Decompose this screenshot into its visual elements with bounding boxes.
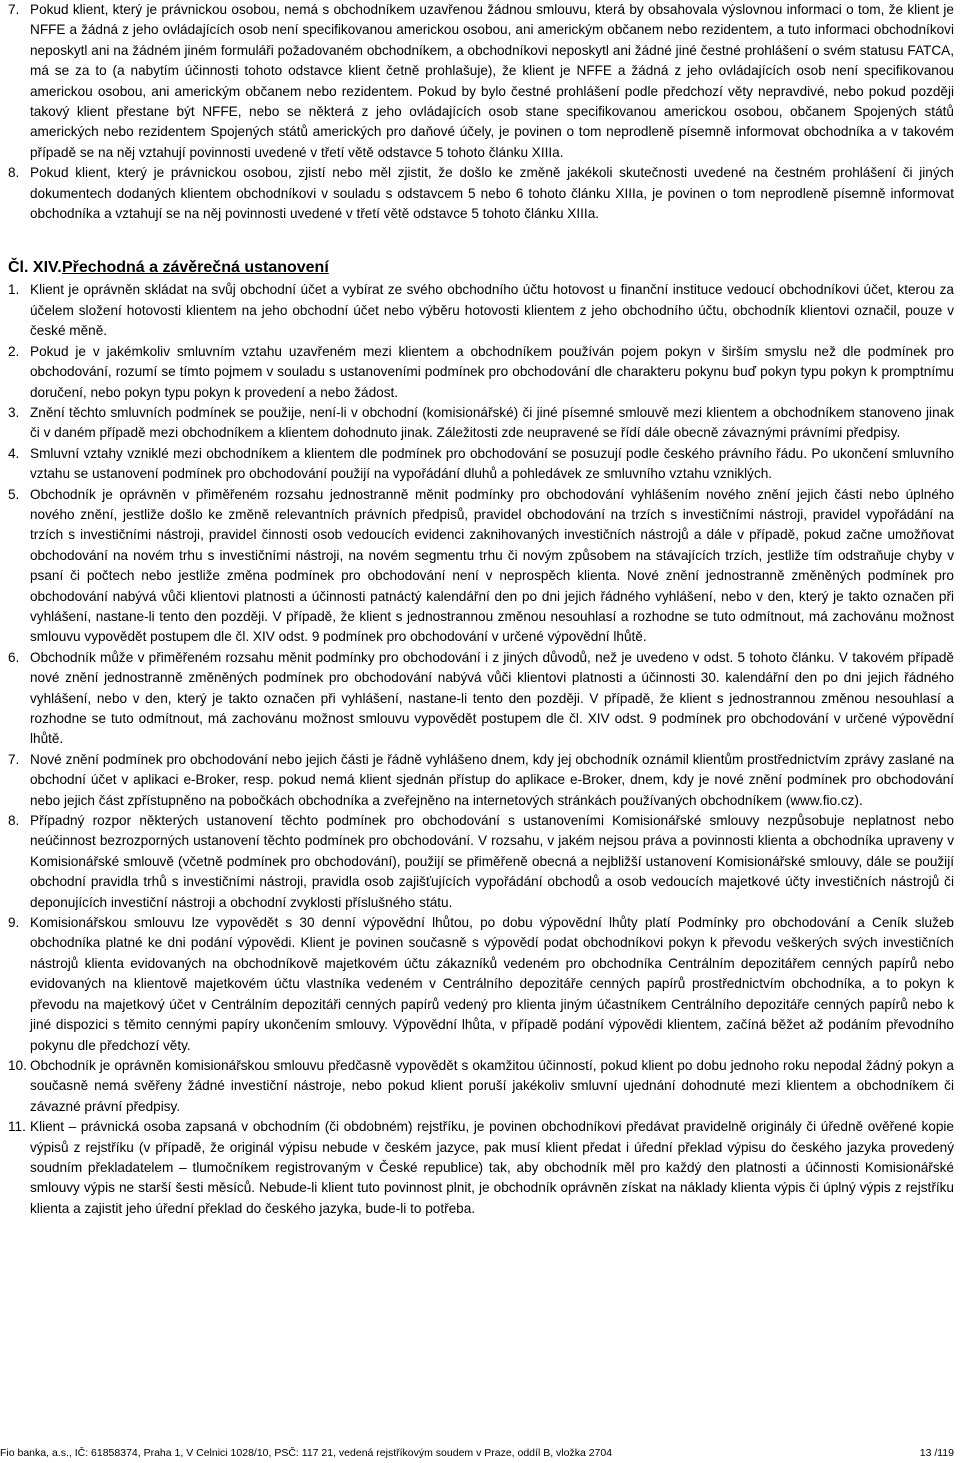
- list-item: [8, 444, 954, 485]
- section-list: [8, 280, 954, 1219]
- item-number: 7.: [8, 751, 20, 767]
- page-number: 13 /119: [919, 1447, 954, 1459]
- list-item: [8, 485, 954, 648]
- section-title: Přechodná a závěrečná ustanovení: [62, 259, 329, 277]
- item-text: Pokud klient, který je právnickou osobou, zjistí nebo měl zjistit, že došlo ke změně jakékoli skutečnosti uvedené na čestném prohlášení či jiných dokumentech dodaných klientem obchodníkovi v souladu s odstavcem 5 nebo 6 tohoto článku XIIIa, je povinen o tom neprodleně písemně informovat obchodníka a vztahují se na něj povinnosti uvedené v třetí větě odstavce 5 tohoto článku XIIIa.: [30, 165, 954, 222]
- list-item: [8, 913, 954, 1056]
- item-number: 1.: [8, 282, 20, 298]
- item-text: Komisionářskou smlouvu lze vypovědět s 30 denní výpovědní lhůtou, po dobu výpovědní lhůty platí Podmínky pro obchodování a Ceník služeb obchodníka platné ke dni podání výpovědi. Klient je povinen současně s výpovědí podat obchodníkovi pokyn k převodu veškerých svých investičních nástrojů klienta evidovaných na obchodníkově majetkovém účtu zákazníků vedeném pro obchodníka Centrálním depozitářem cenných papírů nebo evidovaných na klientově majetkovém účtu vlastníka vedeném v Centrálního depozitáře cenných papírů prostřednictvím obchodníka, a to pokyn k převodu na majetkový účet v Centrálním depozitáři cenných papírů vedený pro klienta jiným účastníkem Centrálního depozitáře cenných papírů nebo k jiné dispozici s těmito cennými papíry ukončením smlouvy. Výpovědní lhůta, v případě podání výpovědi klientem, začíná běžet až podáním převodního pokynu dle předchozí věty.: [30, 915, 954, 1053]
- document-page: [8, 0, 954, 1219]
- item-number: 2.: [8, 343, 20, 359]
- item-text: Obchodník je oprávněn komisionářskou smlouvu předčasně vypovědět s okamžitou účinností, pokud klient po dobu jednoho roku nepodal žádný pokyn a současně nemá svěřeny žádné investiční nástroje, nebo pokud klient poruší jakékoliv smluvní ujednání dohodnuté mezi klientem a obchodníkem či závazné právní předpisy.: [30, 1057, 954, 1114]
- item-number: 4.: [8, 445, 20, 461]
- item-text: Pokud klient, který je právnickou osobou, nemá s obchodníkem uzavřenou žádnou smlouvu, která by obsahovala výslovnou informaci o tom, že klient je NFFE a žádná z jeho ovládajících osob není specifikovanou americkou osobou, ani americkým občanem nebo rezidentem, a tuto informaci obchodníkovi neposkytl ani na žádném jiném formuláři požadovaném obchodníkem, a obchodníkovi neposkytl ani žádné jiné čestné prohlášení o svém statusu FATCA, má se za to (a nabytím účinnosti tohoto odstavce klient četně prohlašuje), že klient je NFFE a žádná z jeho ovládajících osob není specifikovanou americkou osobou, ani americkým občanem nebo rezidentem. Pokud by bylo čestné prohlášení podle předchozí věty nepravdivé, nebo pokud později takový klient přestane být NFFE, nebo se některá z jeho ovládajících osob stane specifikovanou americkou osobou, občanem Spojených států amerických nebo rezidentem Spojených států amerických pro daňové účely, je povinen o tom neprodleně písemně informovat obchodníka a v takovém případě se na něj vztahují povinnosti uvedené v třetí větě odstavce 5 tohoto článku XIIIa.: [30, 2, 954, 160]
- item-number: 5.: [8, 486, 20, 502]
- page-footer: [0, 1446, 960, 1463]
- item-number: 8.: [8, 813, 20, 829]
- item-number: 3.: [8, 404, 20, 420]
- list-item: [8, 0, 954, 163]
- list-item: [8, 1117, 954, 1219]
- pre-section-list: [8, 0, 954, 224]
- footer-company-info: Fio banka, a.s., IČ: 61858374, Praha 1, V Celnici 1028/10, PSČ: 117 21, vedená rejstříkovým soudem v Praze, oddíl B, vložka 2704: [0, 1447, 613, 1459]
- item-number: 6.: [8, 649, 20, 665]
- item-text: Klient – právnická osoba zapsaná v obchodním (či obdobném) rejstříku, je povinen obchodníkovi předávat pravidelně originály či úředně ověřené kopie výpisů z rejstříku (v případě, že originál výpisu nebude v českém jazyce, pak musí klient předat i úřední překlad výpisu do českého jazyka provedený soudním překladatelem – tlumočníkem registrovaným v České republice) tak, aby obchodník měl pro každý den platnosti a účinnosti Komisionářské smlouvy výpis ne starší šesti měsíců. Nebude-li klient tuto povinnost plnit, je obchodník oprávněn získat na náklady klienta výpis či úplný výpis z rejstříku klienta a zajistit jeho úřední překlad do českého jazyka, bude-li to potřeba.: [30, 1119, 954, 1216]
- item-number: 8.: [8, 165, 20, 181]
- item-number: 10.: [8, 1057, 27, 1073]
- list-item: [8, 403, 954, 444]
- item-text: Obchodník může v přiměřeném rozsahu měnit podmínky pro obchodování i z jiných důvodů, než je uvedeno v odst. 5 tohoto článku. V takovém případě nové znění jednostranně změněných podmínek pro obchodování nabývá vůči klientovi platnosti a účinnosti 30. kalendářní den po dni jejich řádného vyhlášení, nebo v den, který je takto označen při vyhlášení, nastane-li tento den později. V případě, že klient s jednostrannou změnou nesouhlasí a rozhodne se tuto odmítnout, má zachovánu možnost smlouvu vypovědět postupem dle čl. XIV odst. 9 podmínek pro obchodování v určené výpovědní lhůtě.: [30, 649, 954, 747]
- item-text: Smluvní vztahy vzniklé mezi obchodníkem a klientem dle podmínek pro obchodování se posuzují podle českého právního řádu. Po ukončení smluvního vztahu se ustanovení podmínek pro obchodování použijí na vypořádání dluhů a pohledávek ze smluvního vztahu vzniklých.: [30, 445, 954, 482]
- item-text: Obchodník je oprávněn v přiměřeném rozsahu jednostranně měnit podmínky pro obchodování vyhlášením nového znění jejich části nebo úplného nového znění, jestliže došlo ke změně relevantních právních předpisů, pravidel obchodování na trzích s investičními nástroji, pravidel vypořádání na trzích s investičními nástroji, pravidel činnosti osob vedoucích evidenci zaknihovaných investičních nástrojů a dále v případě, pokud začne umožňovat obchodování na novém trhu s investičními nástroji, na novém segmentu trhu či novým způsobem na stávajících trzích, jestliže tím odstraňuje chyby v psaní či počtech nebo jestliže změna podmínek pro obchodování není v neprospěch klienta. Nové znění jednostranně změněných podmínek pro obchodování nabývá vůči klientovi platnosti a účinnosti patnáctý kalendářní den po dni jejich řádného vyhlášení, nebo v den, který je takto označen při vyhlášení, nastane-li tento den později. V případě, že klient s jednostrannou změnou nesouhlasí a rozhodne se tuto odmítnout, má zachovánu možnost smlouvu vypovědět postupem dle čl. XIV odst. 9 podmínek pro obchodování v určené výpovědní lhůtě.: [30, 486, 954, 645]
- list-item: [8, 811, 954, 913]
- section-number: Čl. XIV.: [8, 259, 62, 277]
- item-text: Nové znění podmínek pro obchodování nebo jejich části je řádně vyhlášeno dnem, kdy jej obchodník oznámil klientům prostřednictvím zprávy zaslané na obchodní účet v aplikaci e-Broker, resp. pokud nemá klient sjednán přístup do aplikace e-Broker, dnem, kdy je nové znění podmínek pro obchodování nebo jejich část zpřístupněno na pobočkách obchodníka a zveřejněno na internetových stránkách používaných obchodníkem (www.fio.cz).: [30, 751, 954, 808]
- item-text: Znění těchto smluvních podmínek se použije, není-li v obchodní (komisionářské) či jiné písemné smlouvě mezi klientem a obchodníkem stanoveno jinak či v daném případě mezi obchodníkem a klientem dohodnuto jinak. Záležitosti zde neupravené se řídí dále obecně závaznými právními předpisy.: [30, 404, 954, 441]
- item-text: Klient je oprávněn skládat na svůj obchodní účet a vybírat ze svého obchodního účtu hotovost u finanční instituce vedoucí obchodníkovi účet, kterou za účelem složení hotovosti klientem na jeho obchodní účet nebo výběru hotovosti klientem z jeho obchodního účtu, obchodník klientovi označil, pouze v české měně.: [30, 282, 954, 339]
- item-text: Případný rozpor některých ustanovení těchto podmínek pro obchodování s ustanoveními Komisionářské smlouvy nezpůsobuje neplatnost nebo neúčinnost bezrozporných ustanovení těchto podmínek pro obchodování. V rozsahu, v jakém nejsou práva a povinnosti klienta a obchodníka upraveny v Komisionářské smlouvě (včetně podmínek pro obchodování), použijí se přiměřeně obecná a nejbližší ustanovení Komisionářské smlouvy, dále se použijí obchodní pravidla trhů s investičními nástroji, pravidla osob zajišťujících vypořádání obchodů a osob vedoucích majetkové účty investičních nástrojů či deponujících investiční nástroji a obchodní zvyklosti příslušného státu.: [30, 813, 954, 910]
- item-text: Pokud je v jakémkoliv smluvním vztahu uzavřeném mezi klientem a obchodníkem používán pojem pokyn v širším smyslu než dle podmínek pro obchodování, rozumí se tímto pojmem v souladu s ustanoveními podmínek pro obchodování dle charakteru pokynu buď pokyn typu pokyn k promptnímu doručení, nebo pokyn typu pokyn k provedení a nebo žádost.: [30, 343, 954, 400]
- list-item: [8, 1056, 954, 1117]
- list-item: [8, 648, 954, 750]
- list-item: [8, 342, 954, 403]
- item-number: 9.: [8, 915, 20, 931]
- item-number: 11.: [8, 1119, 26, 1135]
- item-number: 7.: [8, 2, 20, 17]
- list-item: [8, 750, 954, 811]
- section-heading: [8, 258, 954, 278]
- list-item: [8, 163, 954, 224]
- list-item: [8, 280, 954, 341]
